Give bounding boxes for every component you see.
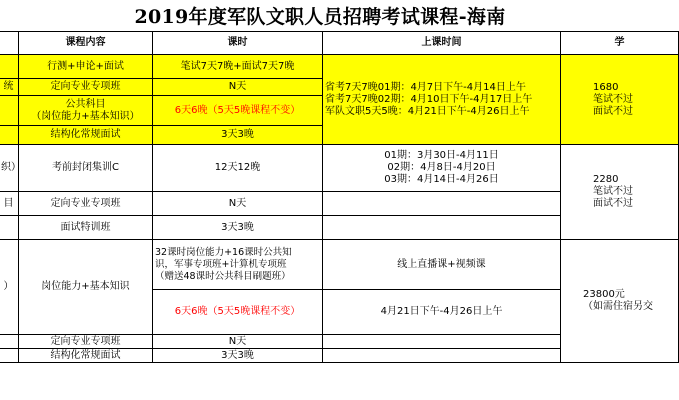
table-cell: 考前封闭集训C xyxy=(19,145,153,192)
schedule-cell xyxy=(323,55,561,145)
table-cell xyxy=(153,240,323,290)
table-cell: 定向专业专项班 xyxy=(19,335,153,349)
header-cell: 课程内容 xyxy=(19,32,153,55)
table-cell: N天 xyxy=(153,192,323,216)
table-cell: 结构化常规面试 xyxy=(19,349,153,363)
table-cell: 目 xyxy=(0,192,19,216)
course-detail: （赠送48课时公共科目刷题班） xyxy=(155,270,291,282)
table-cell xyxy=(0,216,19,240)
table-cell xyxy=(323,216,561,240)
table-cell: 3天3晚 xyxy=(153,216,323,240)
course-detail: 识，军事专项班+计算机专项班 xyxy=(155,258,287,270)
course-table xyxy=(0,31,679,363)
price-cell xyxy=(561,145,679,240)
price-note: 面试不过 xyxy=(593,198,633,209)
course-detail: （岗位能力+基本知识） xyxy=(31,110,140,122)
price-cell xyxy=(561,55,679,145)
header-cell: 上课时间 xyxy=(323,32,561,55)
table-cell xyxy=(323,349,561,363)
table-cell: 统 xyxy=(0,79,19,96)
price-note: 笔试不过 xyxy=(593,93,633,105)
table-row xyxy=(0,145,679,192)
schedule-cell xyxy=(323,145,561,192)
schedule-line: 03期：4月14日-4月26日 xyxy=(384,174,499,185)
table-cell: 线上直播课+视频课 xyxy=(323,240,561,290)
price-note: 面试不过 xyxy=(593,105,633,117)
table-cell: 12天12晚 xyxy=(153,145,323,192)
table-cell: 面试特训班 xyxy=(19,216,153,240)
table-cell xyxy=(0,55,19,79)
schedule-line: 02期：4月8日-4月20日 xyxy=(387,162,496,173)
table-cell: 6天6晚（5天5晚课程不变） xyxy=(153,96,323,126)
table-cell xyxy=(0,96,19,126)
table-cell xyxy=(19,96,153,126)
table-cell: 4月21日下午-4月26日上午 xyxy=(323,290,561,335)
schedule-line: 军队文职5天5晚：4月21日下午-4月26日上午 xyxy=(325,105,530,117)
table-cell: N天 xyxy=(153,79,323,96)
schedule-line: 01期：3月30日-4月11日 xyxy=(384,150,499,161)
course-name: 公共科目 xyxy=(65,98,106,110)
table-cell: 笔试7天7晚+面试7天7晚 xyxy=(153,55,323,79)
table-cell: 3天3晚 xyxy=(153,349,323,363)
table-cell: 岗位能力+基本知识 xyxy=(19,240,153,335)
table-cell: 织） xyxy=(0,145,19,192)
table-cell: 定向专业专项班 xyxy=(19,192,153,216)
price-value: 23800元 xyxy=(583,289,625,300)
table-cell: ） xyxy=(0,240,19,335)
table-cell xyxy=(0,126,19,145)
table-cell xyxy=(0,335,19,349)
table-cell xyxy=(0,349,19,363)
page-title: 2019年度军队文职人员招聘考试课程-海南 xyxy=(134,6,506,28)
table-cell: 行测+申论+面试 xyxy=(19,55,153,79)
table-cell xyxy=(323,335,561,349)
price-note: 笔试不过 xyxy=(593,186,633,197)
table-row xyxy=(0,240,679,290)
table-cell: 3天3晚 xyxy=(153,126,323,145)
header-cell xyxy=(0,32,19,55)
header-cell: 学 xyxy=(561,32,679,55)
table-cell: N天 xyxy=(153,335,323,349)
header-cell: 课时 xyxy=(153,32,323,55)
price-cell xyxy=(561,240,679,363)
schedule-line: 省考7天7晚02期：4月10日下午-4月17日上午 xyxy=(325,93,533,105)
price-note: （如需住宿另交 xyxy=(583,301,653,312)
table-cell: 结构化常规面试 xyxy=(19,126,153,145)
price-value: 1680 xyxy=(593,81,619,93)
header-row xyxy=(0,32,679,55)
price-value: 2280 xyxy=(593,174,619,185)
table-row xyxy=(0,55,679,79)
schedule-line: 省考7天7晚01期：4月7日下午-4月14日上午 xyxy=(325,81,526,93)
table-cell: 6天6晚（5天5晚课程不变） xyxy=(153,290,323,335)
table-cell: 定向专业专项班 xyxy=(19,79,153,96)
course-detail: 32课时岗位能力+16课时公共知 xyxy=(155,246,292,258)
table-cell xyxy=(323,192,561,216)
